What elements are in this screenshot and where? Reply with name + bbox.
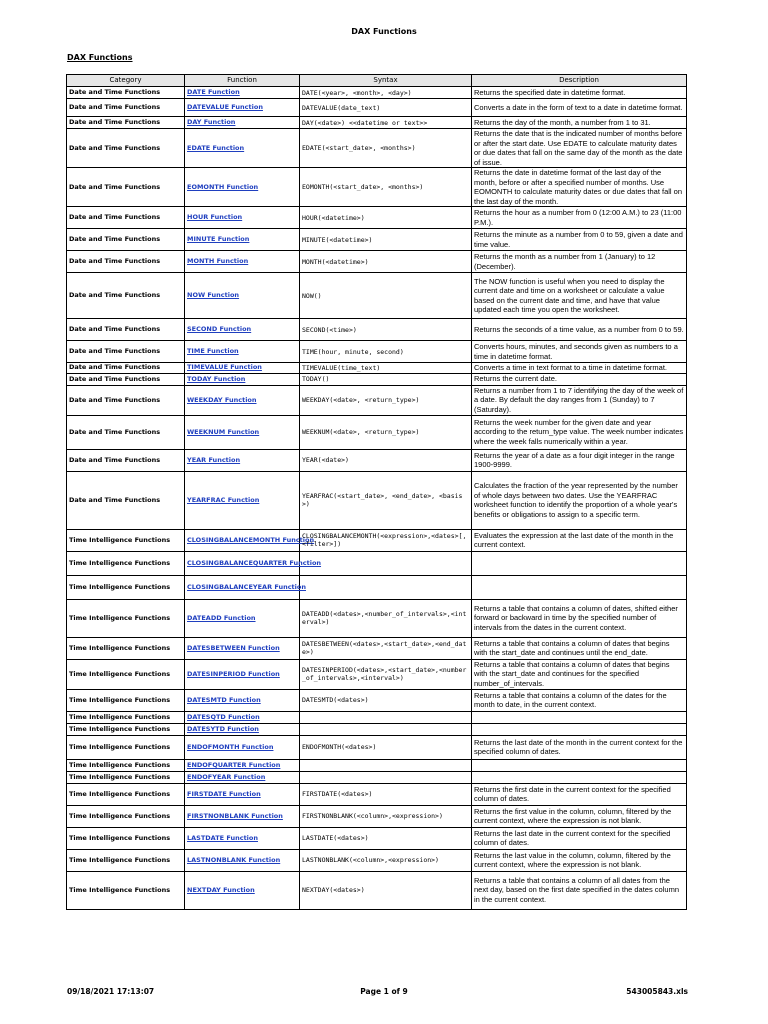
function-link[interactable]: DAY Function [187, 118, 236, 126]
category-cell: Date and Time Functions [67, 87, 185, 99]
syntax-cell: HOUR(<datetime>) [300, 207, 472, 229]
column-header-syntax: Syntax [300, 75, 472, 87]
table-row [67, 759, 687, 771]
function-link[interactable]: DATEVALUE Function [187, 103, 263, 111]
table-row [67, 251, 687, 273]
function-cell [185, 117, 300, 129]
syntax-cell: FIRSTDATE(<dates>) [300, 783, 472, 805]
description-cell: Converts hours, minutes, and seconds given as numbers to a time in datetime format. [472, 341, 687, 363]
syntax-cell: DATESMTD(<dates>) [300, 689, 472, 711]
description-cell [472, 711, 687, 723]
category-cell: Date and Time Functions [67, 415, 185, 449]
description-cell: Returns a number from 1 to 7 identifying the day of the week of a date. By default the day ranges from 1 (Sunday) to 7 (Saturday). [472, 385, 687, 415]
category-cell: Time Intelligence Functions [67, 771, 185, 783]
function-cell [185, 759, 300, 771]
function-cell [185, 827, 300, 849]
function-link[interactable]: WEEKNUM Function [187, 427, 260, 436]
syntax-cell: NOW() [300, 273, 472, 319]
description-cell: Evaluates the expression at the last date of the month in the current context. [472, 529, 687, 551]
function-cell [185, 599, 300, 637]
function-cell [185, 449, 300, 471]
function-cell [185, 415, 300, 449]
description-cell: Calculates the fraction of the year represented by the number of whole days between two dates. Use the YEARFRAC worksheet function to identify the proportion of a whole year's benefits or obligations to assign to a specific term. [472, 471, 687, 529]
description-cell: Returns the last date in the current context for the specified column of dates. [472, 827, 687, 849]
function-link[interactable]: YEARFRAC Function [187, 495, 260, 504]
table-row [67, 689, 687, 711]
function-link[interactable]: NEXTDAY Function [187, 885, 255, 894]
syntax-cell: LASTNONBLANK(<column>,<expression>) [300, 849, 472, 871]
syntax-cell: WEEKNUM(<date>, <return_type>) [300, 415, 472, 449]
function-cell [185, 689, 300, 711]
description-cell: Returns a table that contains a column of the dates for the month to date, in the current context. [472, 689, 687, 711]
category-cell: Date and Time Functions [67, 373, 185, 385]
syntax-cell: TODAY() [300, 373, 472, 385]
category-cell: Date and Time Functions [67, 385, 185, 415]
syntax-cell: DATESBETWEEN(<dates>,<start_date>,<end_date>) [300, 637, 472, 659]
table-row [67, 849, 687, 871]
syntax-cell: DATEADD(<dates>,<number_of_intervals>,<interval>) [300, 599, 472, 637]
syntax-cell: TIMEVALUE(time_text) [300, 363, 472, 374]
category-cell: Time Intelligence Functions [67, 849, 185, 871]
description-cell: Returns the week number for the given date and year according to the return_type value. The week number indicates where the week falls numerically within a year. [472, 415, 687, 449]
table-row [67, 659, 687, 689]
syntax-cell: MONTH(<datetime>) [300, 251, 472, 273]
category-cell: Date and Time Functions [67, 168, 185, 207]
function-cell [185, 711, 300, 723]
category-cell: Time Intelligence Functions [67, 599, 185, 637]
function-link[interactable]: ENDOFQUARTER Function [187, 760, 281, 769]
table-row [67, 529, 687, 551]
table-row [67, 319, 687, 341]
syntax-cell [300, 551, 472, 575]
function-cell [185, 319, 300, 341]
table-row [67, 373, 687, 385]
syntax-cell: DATE(<year>, <month>, <day>) [300, 87, 472, 99]
category-cell: Date and Time Functions [67, 341, 185, 363]
description-cell [472, 575, 687, 599]
category-cell: Date and Time Functions [67, 99, 185, 117]
column-header-function: Function [185, 75, 300, 87]
function-cell [185, 783, 300, 805]
function-link[interactable]: CLOSINGBALANCEYEAR Function [187, 582, 306, 591]
function-cell [185, 168, 300, 207]
function-link[interactable]: DATESMTD Function [187, 695, 261, 704]
page-header-title: DAX Functions [351, 27, 417, 36]
syntax-cell: SECOND(<time>) [300, 319, 472, 341]
category-cell: Date and Time Functions [67, 207, 185, 229]
function-cell [185, 723, 300, 735]
table-row [67, 723, 687, 735]
syntax-cell [300, 575, 472, 599]
description-cell: Returns the date that is the indicated number of months before or after the start date. Use EDATE to calculate maturity dates or due dates that fall on the same day of the month as the date of issue. [472, 129, 687, 168]
syntax-cell: DATESINPERIOD(<dates>,<start_date>,<number_of_intervals>,<interval>) [300, 659, 472, 689]
table-row [67, 363, 687, 374]
description-cell: Returns the specified date in datetime format. [472, 87, 687, 99]
function-link[interactable]: EDATE Function [187, 143, 245, 152]
table-row [67, 575, 687, 599]
function-cell [185, 575, 306, 599]
function-link[interactable]: DATE Function [187, 88, 240, 96]
table-row [67, 783, 687, 805]
category-cell: Date and Time Functions [67, 251, 185, 273]
function-cell [185, 229, 300, 251]
function-link[interactable]: ENDOFMONTH Function [187, 742, 274, 751]
category-cell: Time Intelligence Functions [67, 637, 185, 659]
table-row [67, 771, 687, 783]
function-link[interactable]: DATESYTD Function [187, 724, 259, 733]
syntax-cell: LASTDATE(<dates>) [300, 827, 472, 849]
table-row [67, 805, 687, 827]
function-link[interactable]: DATESQTD Function [187, 712, 260, 721]
description-cell: The NOW function is useful when you need to display the current date and time on a worksheet or calculate a value based on the current date and time, and have that value updated each time you open the worksheet. [472, 273, 687, 319]
table-row [67, 599, 687, 637]
function-cell [185, 99, 300, 117]
table-header-row [67, 75, 687, 87]
function-cell [185, 385, 300, 415]
function-link[interactable]: DATESINPERIOD Function [187, 669, 280, 678]
function-cell [185, 637, 300, 659]
function-link[interactable]: HOUR Function [187, 213, 243, 221]
category-cell: Time Intelligence Functions [67, 551, 185, 575]
function-cell [185, 251, 300, 273]
sheet-title: DAX Functions [67, 53, 133, 62]
description-cell: Converts a time in text format to a time in datetime format. [472, 363, 687, 374]
footer-filename: 543005843.xls [626, 987, 688, 996]
table-row [67, 449, 687, 471]
syntax-cell: YEARFRAC(<start_date>, <end_date>, <basis>) [300, 471, 472, 529]
function-link[interactable]: YEAR Function [187, 455, 241, 464]
description-cell [472, 759, 687, 771]
table-row [67, 99, 687, 117]
category-cell: Time Intelligence Functions [67, 659, 185, 689]
description-cell: Returns the minute as a number from 0 to 59, given a date and time value. [472, 229, 687, 251]
category-cell: Date and Time Functions [67, 363, 185, 374]
table-row [67, 385, 687, 415]
function-cell [185, 207, 300, 229]
syntax-cell [300, 771, 472, 783]
description-cell: Returns a table that contains a column of dates, shifted either forward or backward in time by the specified number of intervals from the dates in the current context. [472, 599, 687, 637]
function-cell [185, 735, 300, 759]
description-cell: Returns the hour as a number from 0 (12:00 A.M.) to 23 (11:00 P.M.). [472, 207, 687, 229]
function-cell [185, 551, 322, 575]
function-link[interactable]: LASTNONBLANK Function [187, 855, 281, 864]
syntax-cell: YEAR(<date>) [300, 449, 472, 471]
category-cell: Time Intelligence Functions [67, 805, 185, 827]
description-cell [472, 723, 687, 735]
function-link[interactable]: TIME Function [187, 347, 239, 355]
function-link[interactable]: CLOSINGBALANCEQUARTER Function [187, 558, 322, 567]
category-cell: Time Intelligence Functions [67, 711, 185, 723]
description-cell: Returns the first date in the current context for the specified column of dates. [472, 783, 687, 805]
table-row [67, 871, 687, 909]
function-cell [185, 87, 300, 99]
function-link[interactable]: SECOND Function [187, 325, 252, 333]
table-row [67, 87, 687, 99]
description-cell: Returns the seconds of a time value, as a number from 0 to 59. [472, 319, 687, 341]
syntax-cell [300, 759, 472, 771]
category-cell: Date and Time Functions [67, 117, 185, 129]
function-cell [185, 529, 315, 551]
syntax-cell: ENDOFMONTH(<dates>) [300, 735, 472, 759]
syntax-cell: DAY(<date>) <<datetime or text>> [300, 117, 472, 129]
table-row [67, 827, 687, 849]
syntax-cell: FIRSTNONBLANK(<column>,<expression>) [300, 805, 472, 827]
description-cell: Returns the day of the month, a number from 1 to 31. [472, 117, 687, 129]
description-cell: Returns the month as a number from 1 (January) to 12 (December). [472, 251, 687, 273]
description-cell [472, 551, 687, 575]
function-cell [185, 849, 300, 871]
description-cell: Returns a table that contains a column of dates that begins with the start_date and continues for the specified number_of_intervals. [472, 659, 687, 689]
description-cell: Returns a table that contains a column of dates that begins with the start_date and continues until the end_date. [472, 637, 687, 659]
function-link[interactable]: MINUTE Function [187, 235, 250, 243]
column-header-category: Category [67, 75, 185, 87]
category-cell: Time Intelligence Functions [67, 723, 185, 735]
function-link[interactable]: WEEKDAY Function [187, 395, 257, 404]
function-cell [185, 659, 300, 689]
category-cell: Time Intelligence Functions [67, 759, 185, 771]
table-row [67, 341, 687, 363]
table-row [67, 415, 687, 449]
function-cell [185, 129, 300, 168]
syntax-cell: TIME(hour, minute, second) [300, 341, 472, 363]
syntax-cell: CLOSINGBALANCEMONTH(<expression>,<dates>[,<filter>]) [300, 529, 472, 551]
syntax-cell [300, 711, 472, 723]
syntax-cell: WEEKDAY(<date>, <return_type>) [300, 385, 472, 415]
function-link[interactable]: LASTDATE Function [187, 833, 258, 842]
category-cell: Time Intelligence Functions [67, 689, 185, 711]
table-row [67, 551, 687, 575]
category-cell: Time Intelligence Functions [67, 871, 185, 909]
description-cell: Returns the last date of the month in the current context for the specified column of dates. [472, 735, 687, 759]
description-cell: Returns the first value in the column, column, filtered by the current context, where the expression is not blank. [472, 805, 687, 827]
table-row [67, 207, 687, 229]
table-row [67, 471, 687, 529]
function-link[interactable]: DATESBETWEEN Function [187, 643, 280, 652]
functions-table [66, 74, 687, 910]
category-cell: Date and Time Functions [67, 319, 185, 341]
function-cell [185, 363, 300, 374]
category-cell: Time Intelligence Functions [67, 827, 185, 849]
function-cell [185, 471, 300, 529]
description-cell: Returns the current date. [472, 373, 687, 385]
table-row [67, 637, 687, 659]
function-link[interactable]: NOW Function [187, 291, 240, 299]
function-cell [185, 273, 300, 319]
description-cell: Returns a table that contains a column of all dates from the next day, based on the first date specified in the dates column in the current context. [472, 871, 687, 909]
category-cell: Time Intelligence Functions [67, 529, 185, 551]
function-cell [185, 805, 300, 827]
syntax-cell: EOMONTH(<start_date>, <months>) [300, 168, 472, 207]
table-row [67, 129, 687, 168]
table-row [67, 168, 687, 207]
table-row [67, 273, 687, 319]
function-link[interactable]: CLOSINGBALANCEMONTH Function [187, 535, 315, 544]
function-link[interactable]: TODAY Function [187, 374, 246, 383]
function-link[interactable]: FIRSTDATE Function [187, 789, 261, 798]
category-cell: Date and Time Functions [67, 229, 185, 251]
function-cell [185, 771, 300, 783]
description-cell: Converts a date in the form of text to a date in datetime format. [472, 99, 687, 117]
footer-timestamp: 09/18/2021 17:13:07 [67, 987, 155, 996]
description-cell: Returns the date in datetime format of the last day of the month, before or after a specified number of months. Use EOMONTH to calculate maturity dates or due dates that fall on the last day of the month. [472, 168, 687, 207]
category-cell: Time Intelligence Functions [67, 783, 185, 805]
description-cell: Returns the last value in the column, column, filtered by the current context, where the expression is not blank. [472, 849, 687, 871]
syntax-cell [300, 723, 472, 735]
table-row [67, 735, 687, 759]
description-cell [472, 771, 687, 783]
function-link[interactable]: FIRSTNONBLANK Function [187, 811, 283, 820]
category-cell: Date and Time Functions [67, 449, 185, 471]
table-row [67, 229, 687, 251]
footer-page-number: Page 1 of 9 [360, 987, 408, 996]
function-link[interactable]: TIMEVALUE Function [187, 363, 262, 372]
category-cell: Time Intelligence Functions [67, 735, 185, 759]
function-cell [185, 871, 300, 909]
syntax-cell: DATEVALUE(date_text) [300, 99, 472, 117]
function-link[interactable]: MONTH Function [187, 257, 249, 265]
function-link[interactable]: ENDOFYEAR Function [187, 772, 266, 781]
category-cell: Date and Time Functions [67, 471, 185, 529]
table-row [67, 117, 687, 129]
function-cell [185, 373, 300, 385]
table-row [67, 711, 687, 723]
category-cell: Date and Time Functions [67, 129, 185, 168]
function-cell [185, 341, 300, 363]
column-header-description: Description [472, 75, 687, 87]
syntax-cell: MINUTE(<datetime>) [300, 229, 472, 251]
description-cell: Returns the year of a date as a four digit integer in the range 1900-9999. [472, 449, 687, 471]
category-cell: Date and Time Functions [67, 273, 185, 319]
category-cell: Time Intelligence Functions [67, 575, 185, 599]
syntax-cell: EDATE(<start_date>, <months>) [300, 129, 472, 168]
function-link[interactable]: EOMONTH Function [187, 182, 259, 191]
function-link[interactable]: DATEADD Function [187, 613, 256, 622]
syntax-cell: NEXTDAY(<dates>) [300, 871, 472, 909]
